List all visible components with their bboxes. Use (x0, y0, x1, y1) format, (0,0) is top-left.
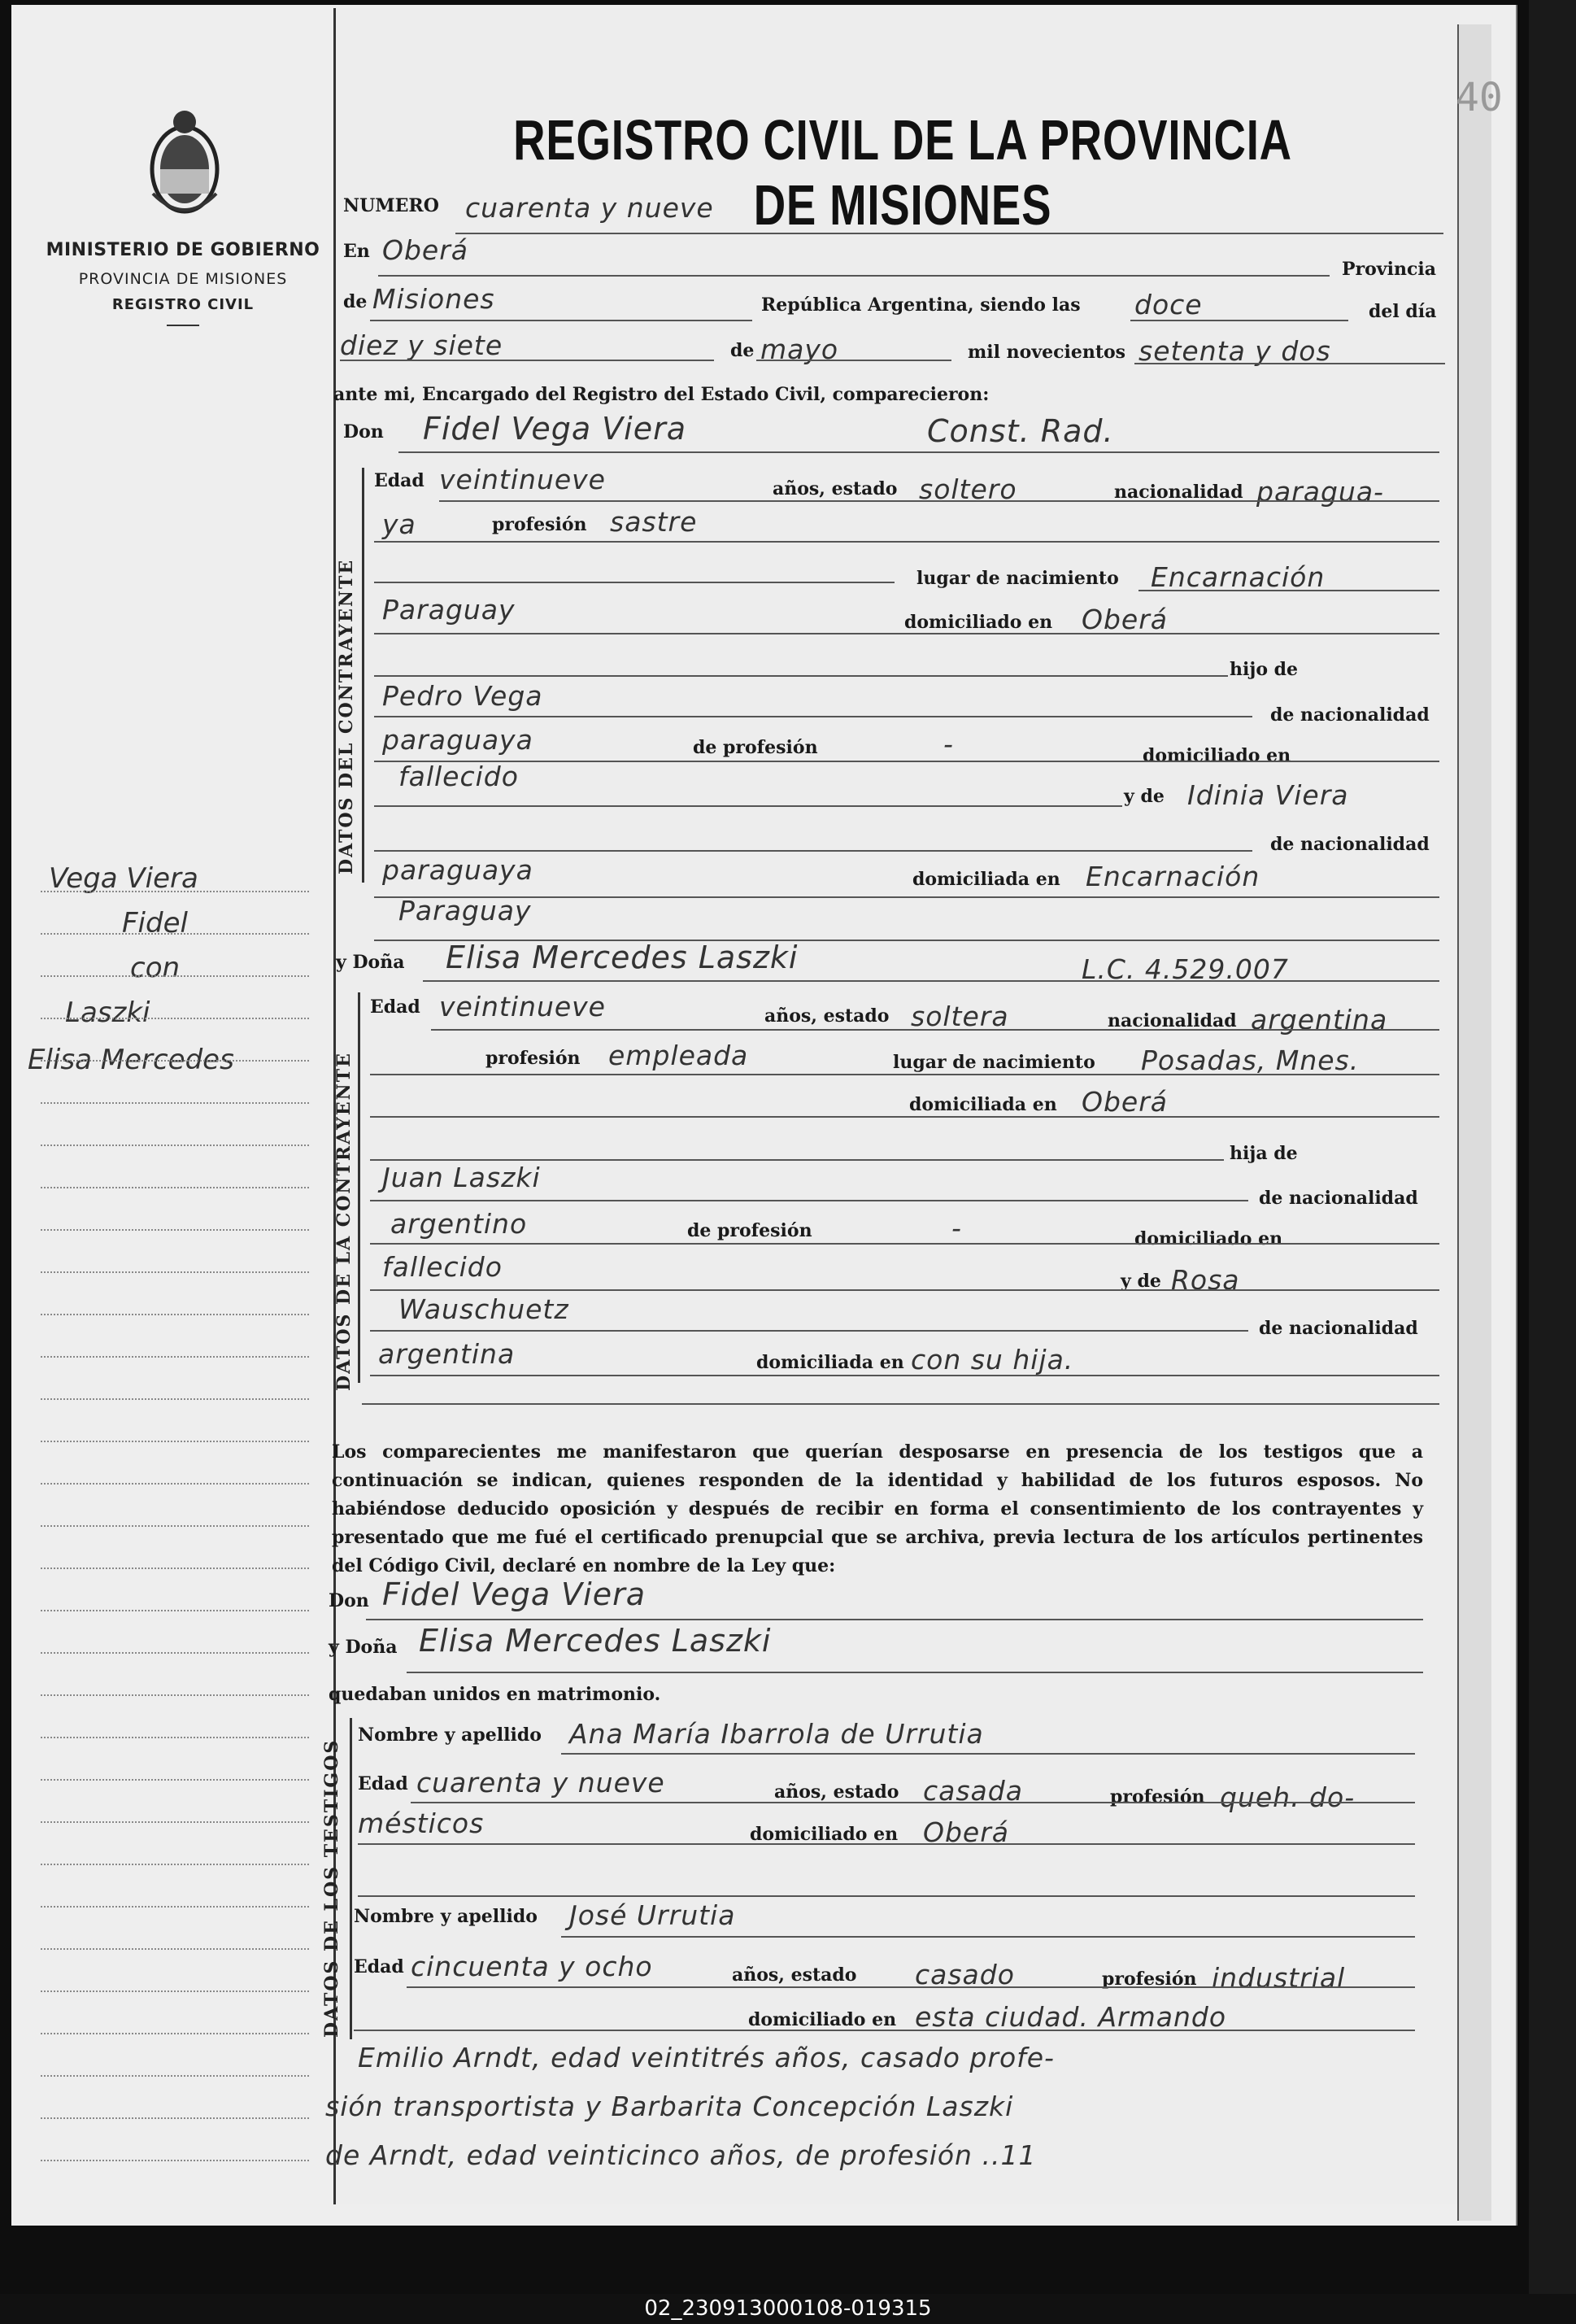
margin-note-line: Vega Viera (49, 862, 198, 895)
margin-rule (41, 1398, 309, 1400)
margin-rule (41, 1102, 309, 1104)
provincia-value: Misiones (372, 283, 495, 315)
c-nac2-value: ya (382, 508, 416, 540)
rule (374, 896, 1439, 898)
margin-rule (41, 1737, 309, 1738)
page-title: REGISTRO CIVIL DE LA PROVINCIA DE MISIONES (513, 108, 1292, 237)
e-estado-value: soltera (911, 1001, 1009, 1032)
don-extra: Const. Rad. (927, 413, 1114, 449)
domiciliado-en-label: domiciliado en (750, 1824, 899, 1845)
edad-label: Edad (358, 1773, 408, 1794)
rule (366, 1619, 1423, 1620)
dia-value: diez y siete (340, 329, 503, 361)
extra-text-line: de Arndt, edad veinticinco años, de profesión ..11 (325, 2139, 1037, 2171)
domiciliado-en-label: domiciliado en (1134, 1228, 1283, 1249)
province-name: PROVINCIA DE MISIONES (78, 270, 288, 288)
rule (439, 500, 1439, 502)
t2-estado-value: casado (915, 1959, 1015, 1990)
final-dona-value: Elisa Mercedes Laszki (419, 1623, 772, 1659)
scan-file-label: 02_230913000108-019315 (0, 2294, 1576, 2324)
margin-rule (41, 1441, 309, 1442)
y-de-label: y de (1121, 1271, 1161, 1292)
margin-rule (41, 1990, 309, 1992)
datos-la-contrayente-label: DATOS DE LA CONTRAYENTE (333, 1052, 355, 1391)
e-edad-value: veintinueve (439, 991, 606, 1022)
margin-rule (41, 1948, 309, 1950)
de-nacionalidad-label: de nacionalidad (1270, 704, 1430, 726)
extra-text-line: Emilio Arndt, edad veintitrés años, casado profe- (358, 2042, 1055, 2073)
edad-label: Edad (374, 470, 424, 491)
rule (370, 1200, 1248, 1201)
registry-name: REGISTRO CIVIL (111, 296, 255, 313)
c-lugar-value: Encarnación (1151, 561, 1326, 593)
don-label: Don (329, 1590, 369, 1611)
profesion-label: profesión (1110, 1786, 1205, 1807)
margin-rule (41, 1187, 309, 1188)
t1-estado-value: casada (923, 1775, 1023, 1807)
e-padre-nac-value: argentino (390, 1208, 528, 1240)
rule (1134, 363, 1445, 364)
e-lugar-value: Posadas, Mnes. (1141, 1044, 1360, 1076)
margin-note-line: Laszki (65, 996, 150, 1029)
margin-note-line: con (130, 952, 181, 984)
rule (374, 541, 1439, 543)
c-padre-dom-value: fallecido (398, 761, 519, 792)
rule (374, 716, 1252, 717)
rule (358, 1843, 1415, 1845)
edad-label: Edad (354, 1956, 404, 1977)
margin-rule (41, 1779, 309, 1781)
rule (354, 2030, 1415, 2031)
rule (370, 1289, 1439, 1291)
margin-rule (41, 1694, 309, 1696)
rule (561, 1936, 1415, 1938)
margin-rule (41, 1229, 309, 1231)
c-prof-value: sastre (610, 506, 698, 538)
don-label: Don (343, 421, 384, 443)
de-profesion-label: de profesión (687, 1220, 812, 1241)
nacionalidad-label: nacionalidad (1108, 1010, 1237, 1031)
margin-rule (41, 1356, 309, 1358)
rule (756, 360, 951, 361)
rule (423, 980, 1439, 982)
ministry-name: MINISTERIO DE GOBIERNO (46, 240, 320, 260)
ante-mi-text: ante mi, Encargado del Registro del Estado Civil, comparecieron: (333, 384, 990, 405)
t2-edad-value: cincuenta y ocho (411, 1951, 653, 1982)
en-label: En (343, 241, 370, 262)
rule (374, 761, 1439, 762)
margin-rule (41, 2075, 309, 2077)
nacionalidad-label: nacionalidad (1114, 482, 1243, 503)
mil-label: mil novecientos (968, 342, 1126, 363)
numero-label: NUMERO (343, 195, 439, 216)
profesion-label: profesión (492, 514, 587, 535)
de-profesion-label: de profesión (693, 737, 818, 758)
rule (411, 1802, 1415, 1803)
margin-rule (41, 1018, 309, 1019)
rule (1138, 590, 1439, 591)
de-nacionalidad-label: de nacionalidad (1270, 834, 1430, 855)
domiciliado-en-label: domiciliado en (1143, 745, 1291, 766)
e-padre-prof-value: - (951, 1212, 962, 1244)
c-dom-value: Oberá (1082, 604, 1169, 635)
final-don-value: Fidel Vega Viera (382, 1576, 647, 1612)
quedaban-text: quedaban unidos en matrimonio. (329, 1684, 661, 1705)
rule (370, 1074, 1439, 1075)
t1-prof2-value: mésticos (358, 1807, 485, 1839)
anos-estado-label: años, estado (774, 1781, 899, 1803)
c-lugar2-value: Paraguay (382, 594, 516, 626)
datos-contrayente-label: DATOS DEL CONTRAYENTE (336, 558, 357, 874)
e-nac-value: argentina (1251, 1004, 1388, 1036)
c-padre-prof-value: - (943, 728, 954, 760)
extra-text-line: sión transportista y Barbarita Concepción Laszki (325, 2091, 1014, 2122)
rule (370, 1375, 1439, 1376)
rule (358, 1895, 1415, 1897)
t2-prof-value: industrial (1212, 1962, 1346, 1994)
right-page-edge (1457, 24, 1491, 2221)
anos-estado-label: años, estado (764, 1005, 890, 1027)
margin-rule (41, 2033, 309, 2034)
rule (378, 275, 1330, 277)
rule (370, 1116, 1439, 1118)
ministry-header (41, 240, 325, 326)
margin-rule (41, 1821, 309, 1823)
rule (374, 582, 895, 583)
margin-rule (41, 1525, 309, 1527)
e-padre-value: Juan Laszki (382, 1162, 541, 1193)
rule (431, 1029, 1439, 1031)
don-value: Fidel Vega Viera (423, 411, 687, 447)
numero-value: cuarenta y nueve (465, 192, 714, 224)
domiciliado-en-label: domiciliado en (904, 612, 1053, 633)
margin-note-line: Fidel (122, 907, 188, 940)
rule (374, 850, 1252, 852)
margin-rule (41, 891, 309, 892)
c-madre-value: Idinia Viera (1187, 779, 1349, 811)
anos-estado-label: años, estado (732, 1964, 857, 1986)
rule (374, 633, 1439, 634)
c-edad-value: veintinueve (439, 464, 606, 495)
datos-testigos-label: DATOS DE LOS TESTIGOS (321, 1738, 342, 2038)
margin-rule (41, 1483, 309, 1485)
lugar-nac-label: lugar de nacimiento (916, 568, 1119, 589)
t1-dom-value: Oberá (923, 1816, 1010, 1848)
del-dia-label: del día (1369, 301, 1437, 322)
profesion-label: profesión (485, 1048, 581, 1069)
rule (407, 1986, 1415, 1988)
rule (362, 1403, 1439, 1405)
margin-rule (41, 1314, 309, 1315)
lugar-nac-label: lugar de nacimiento (893, 1052, 1095, 1073)
margin-note-line: Elisa Mercedes (28, 1044, 234, 1076)
rule (370, 1243, 1439, 1245)
testigos-bracket (350, 1718, 352, 2039)
c-nac-value: paragua- (1256, 476, 1384, 508)
rule (374, 805, 1122, 807)
rule (374, 675, 1228, 677)
nombre-apellido-label: Nombre y apellido (358, 1724, 542, 1746)
de-nacionalidad-label: de nacionalidad (1259, 1188, 1418, 1209)
de-label: de (343, 291, 368, 312)
e-prof-value: empleada (608, 1040, 749, 1071)
anos-estado-label: años, estado (773, 478, 898, 499)
nombre-apellido-label: Nombre y apellido (354, 1906, 538, 1927)
hijo-de-label: hijo de (1230, 659, 1299, 680)
c-madre-dom-value: Encarnación (1086, 861, 1260, 892)
domiciliada-en-label: domiciliada en (756, 1352, 904, 1373)
domiciliada-en-label: domiciliada en (912, 869, 1060, 890)
hija-de-label: hija de (1230, 1143, 1298, 1164)
domiciliado-en-label: domiciliado en (748, 2009, 897, 2030)
en-value: Oberá (382, 234, 469, 266)
profesion-label: profesión (1102, 1969, 1197, 1990)
margin-rule (41, 1568, 309, 1569)
e-madre-dom-value: con su hija. (911, 1344, 1074, 1376)
e-madre2-value: Wauschuetz (398, 1293, 569, 1325)
margin-rule (41, 1652, 309, 1654)
edad-label: Edad (370, 996, 420, 1018)
dona-value: Elisa Mercedes Laszki (446, 940, 799, 975)
dona-extra: L.C. 4.529.007 (1082, 953, 1289, 985)
margin-rule (41, 1145, 309, 1146)
t1-nombre-value: Ana María Ibarrola de Urrutia (569, 1718, 984, 1750)
margin-rule (41, 1060, 309, 1062)
page-number: 40 (1456, 75, 1503, 120)
rule (370, 1330, 1248, 1332)
margin-rule (41, 1271, 309, 1273)
rule (561, 1753, 1415, 1755)
de-nacionalidad-label: de nacionalidad (1259, 1318, 1418, 1339)
divider (167, 325, 199, 326)
t1-prof-value: queh. do- (1220, 1781, 1356, 1813)
c-estado-value: soltero (919, 473, 1017, 505)
y-de-label: y de (1124, 786, 1165, 807)
rule (407, 1672, 1423, 1673)
margin-rule (41, 2117, 309, 2119)
rule (455, 233, 1443, 234)
margin-rule (41, 933, 309, 935)
contrayente-bracket (362, 468, 364, 883)
anio-value: setenta y dos (1138, 335, 1331, 367)
domiciliada-en-label: domiciliada en (909, 1094, 1057, 1115)
rule (370, 320, 752, 321)
la-contrayente-bracket (358, 992, 360, 1383)
declaration-paragraph: Los comparecientes me manifestaron que querían desposarse en presencia de los testigos que a continuación se indican, quienes responden de la identidad y habilidad de los futuros esposos. No habiéndose deducido oposición y después de recibir en forma el consentimiento de los contrayentes y presentado que me fué el certificado prenupcial que se archiva, previa lectura de los artículos pertinentes del Código Civil, declaré en nombre de la Ley que: (332, 1441, 1423, 1576)
mes-value: mayo (760, 334, 839, 365)
e-madre-nac-value: argentina (378, 1338, 516, 1370)
t2-dom-value: esta ciudad. Armando (915, 2001, 1227, 2033)
e-dom-value: Oberá (1082, 1086, 1169, 1118)
c-madre-nac-value: paraguaya (382, 854, 533, 886)
de-mes-label: de (730, 340, 755, 361)
margin-rule (41, 975, 309, 977)
margin-rule (41, 1906, 309, 1908)
e-madre-value: Rosa (1171, 1264, 1240, 1296)
coat-of-arms-icon (145, 104, 224, 218)
republica-label: República Argentina, siendo las (761, 294, 1081, 316)
c-madre-dom2-value: Paraguay (398, 895, 532, 927)
rule (370, 1159, 1224, 1161)
margin-rule (41, 1610, 309, 1611)
margin-rule (41, 2160, 309, 2161)
hora-value: doce (1134, 289, 1203, 320)
provincia-label: Provincia (1342, 259, 1436, 280)
scan-edge (1529, 0, 1576, 2294)
rule (398, 451, 1439, 453)
t1-edad-value: cuarenta y nueve (416, 1767, 665, 1799)
t2-nombre-value: José Urrutia (569, 1899, 736, 1931)
margin-rule (41, 1864, 309, 1865)
c-padre-value: Pedro Vega (382, 680, 543, 712)
e-padre-dom-value: fallecido (382, 1251, 503, 1283)
y-dona-label: y Doña (329, 1637, 398, 1658)
rule (340, 360, 714, 361)
c-padre-nac-value: paraguaya (382, 724, 533, 756)
y-dona-label: y Doña (336, 952, 405, 973)
rule (1130, 320, 1348, 321)
